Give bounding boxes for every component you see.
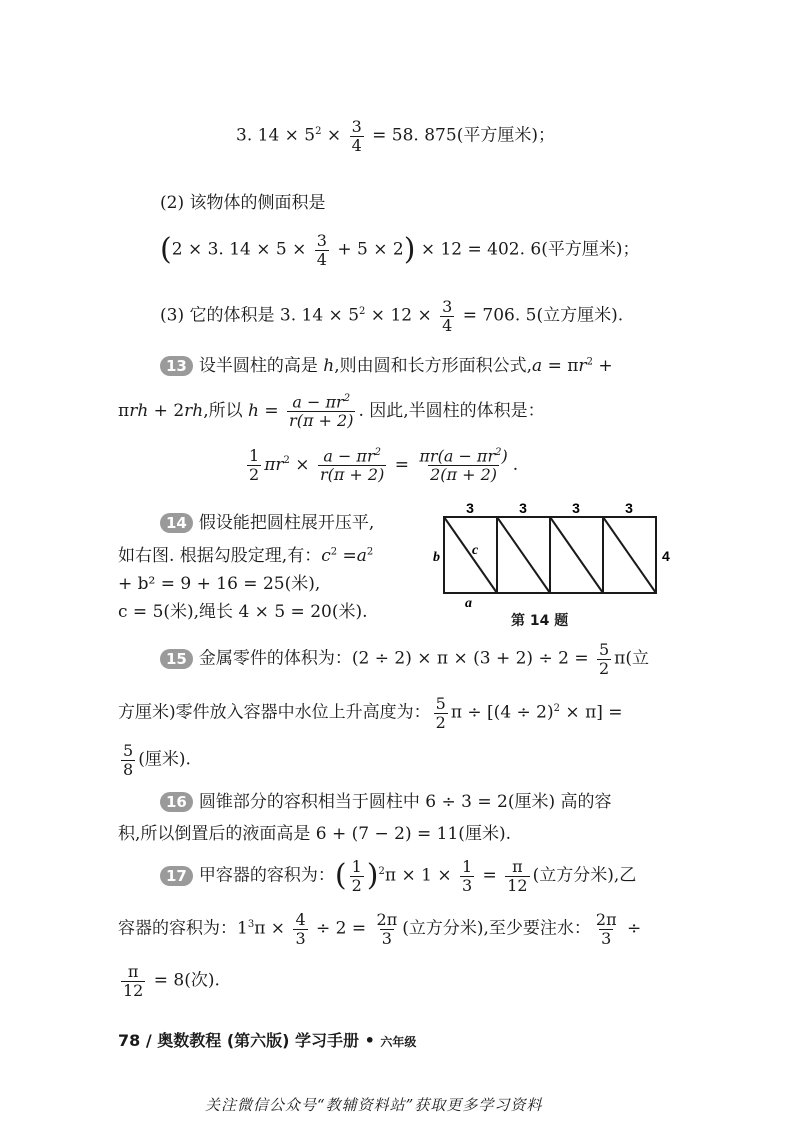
text: 3. 14 × 5: [236, 125, 316, 146]
bottom-label: a: [465, 596, 472, 611]
equation-line-4: [160, 298, 623, 334]
text: 如右图. 根据勾股定理,有：: [118, 546, 322, 566]
text: (厘米).: [138, 749, 191, 770]
fraction: [318, 447, 386, 484]
denominator: 2: [435, 712, 446, 732]
numerator: [417, 447, 509, 465]
problem-14-line-4: c = 5(米),绳长 4 × 5 = 20(米).: [118, 602, 368, 622]
fraction: [293, 911, 307, 947]
denominator: 2(π + 2): [430, 464, 498, 484]
fraction: [121, 742, 135, 778]
text: . 因此,半圆柱的体积是：: [358, 400, 545, 421]
problem-14-line-2: [118, 546, 373, 566]
problem-16-line-2: 积,所以倒置后的液面高是 6 + (7 − 2) = 11(厘米).: [118, 824, 511, 844]
book-title: 奥数教程 (第六版) 学习手册 •: [157, 1031, 375, 1050]
numerator-end: ): [501, 446, 508, 466]
denominator: 12: [507, 875, 528, 895]
denominator: 3: [381, 928, 392, 948]
numerator-text: πr(a − πr: [419, 446, 496, 466]
problem-14-line-1: [160, 513, 374, 533]
fraction: [375, 911, 400, 947]
text: + 5 × 2: [331, 239, 404, 260]
exponent: 2: [553, 702, 561, 714]
numerator: 2π: [595, 910, 617, 929]
text: × 12 ×: [365, 305, 438, 326]
text: π(立: [614, 648, 649, 669]
fraction: [315, 232, 329, 268]
exponent: 2: [330, 546, 338, 558]
numerator-text: a − πr: [292, 392, 344, 412]
problem-13-line-2: [118, 393, 545, 430]
footer-slash: /: [145, 1031, 152, 1050]
problem-number-badge: 14: [160, 513, 193, 533]
numerator: [321, 447, 383, 465]
text: = 706. 5(立方厘米).: [457, 305, 624, 326]
var: h: [323, 356, 335, 376]
watermark-text: 关注微信公众号“教辅资料站”获取更多学习资料: [205, 1096, 543, 1114]
problem-14-line-3: + b² = 9 + 16 = 25(米),: [118, 574, 321, 594]
numerator: 1: [351, 857, 362, 876]
exponent: 2: [374, 447, 381, 458]
fraction: [287, 393, 355, 430]
var: rh: [129, 400, 149, 421]
text: (立方分米),乙: [532, 865, 637, 886]
denominator: 4: [316, 249, 327, 269]
exponent: 3: [247, 918, 255, 930]
problem-17-line-3: [118, 963, 220, 999]
fraction: [594, 911, 619, 947]
exponent: 2: [378, 865, 385, 877]
exponent: 2: [586, 356, 593, 368]
numerator: [290, 393, 352, 411]
exponent: 2: [366, 546, 374, 558]
numerator: 5: [435, 694, 446, 713]
problem-16-line-1: [160, 792, 612, 812]
top-label: 3: [625, 500, 633, 516]
text: = π: [542, 356, 579, 376]
diagonal-line: [444, 517, 497, 593]
problem-17-line-1: [160, 858, 636, 894]
text: 金属零件的体积为：(2 ÷ 2) × π × (3 + 2) ÷ 2 =: [198, 648, 594, 669]
exponent: 2: [359, 305, 366, 317]
var: rh: [184, 400, 204, 421]
text: (3) 它的体积是 3. 14 × 5: [160, 305, 360, 326]
denominator: 4: [351, 135, 362, 155]
equation-13: [244, 447, 518, 484]
fraction: [247, 447, 261, 483]
text: + 2: [148, 400, 185, 421]
denominator: 2: [351, 875, 362, 895]
text: ÷ 2 =: [310, 918, 372, 939]
numerator: 3: [442, 297, 453, 316]
exponent: 2: [283, 455, 290, 467]
denominator: 3: [461, 875, 473, 895]
numerator: π: [512, 857, 523, 876]
figure-caption: 第 14 题: [511, 613, 569, 629]
text: 甲容器的容积为：: [198, 865, 335, 886]
denominator: r(π + 2): [289, 410, 354, 430]
fraction: [505, 858, 529, 894]
denominator: 12: [123, 980, 144, 1000]
numerator: 4: [295, 910, 306, 929]
exponent: 2: [495, 447, 502, 458]
page-footer: [118, 1028, 416, 1051]
numerator: 5: [123, 741, 134, 760]
page-number: 78: [118, 1031, 141, 1050]
equation-line-3: [160, 232, 640, 268]
diagonal-label: c: [472, 543, 479, 558]
text: 容器的容积为：1: [118, 918, 248, 939]
problem-number-badge: 13: [160, 356, 193, 376]
numerator: 3: [316, 231, 327, 250]
text: =: [258, 400, 285, 421]
text: +: [592, 356, 613, 376]
denominator: 2: [249, 464, 260, 484]
numerator: 1: [461, 857, 473, 876]
text: ÷: [621, 918, 642, 939]
text: 圆锥部分的容积相当于圆柱中 6 ÷ 3 = 2(厘米) 高的容: [198, 792, 612, 812]
top-label: 3: [519, 500, 527, 516]
numerator: 5: [598, 640, 610, 659]
problem-number-badge: 16: [160, 792, 193, 812]
denominator: 2: [598, 658, 610, 678]
diagonal-line: [550, 517, 603, 593]
numerator: 1: [249, 446, 260, 466]
text: 假设能把圆柱展开压平,: [198, 513, 375, 533]
text: = 8(次).: [148, 970, 220, 991]
var: a: [356, 546, 367, 566]
right-label: 4: [662, 548, 670, 564]
text: (立方分米),至少要注水：: [402, 918, 591, 939]
denominator: 4: [442, 315, 453, 335]
problem-17-line-2: [118, 911, 641, 947]
diagonal-line: [497, 517, 550, 593]
var: c: [321, 546, 331, 566]
denominator: 3: [601, 928, 612, 948]
top-label: 3: [572, 500, 580, 516]
text: π × 1 ×: [384, 865, 457, 886]
top-label: 3: [466, 500, 474, 516]
numerator: π: [127, 962, 139, 981]
paren: (: [334, 858, 347, 894]
exponent: 2: [343, 393, 351, 404]
text: =: [477, 865, 503, 886]
fraction: [440, 298, 454, 334]
text: ×: [289, 454, 315, 475]
paren: (: [160, 232, 172, 268]
equation-line-1: [236, 118, 555, 154]
paren: ): [403, 232, 416, 268]
problem-13-line-1: [160, 356, 613, 376]
text: 方厘米)零件放入容器中水位上升高度为：: [118, 702, 431, 723]
text: 设半圆柱的高是: [198, 356, 324, 376]
grade-label: 六年级: [380, 1035, 417, 1049]
text: ×: [321, 125, 347, 146]
var: a: [532, 356, 543, 376]
numerator: 2π: [376, 910, 398, 929]
fraction: [121, 963, 145, 999]
var: h: [248, 400, 259, 421]
paren: ): [366, 858, 379, 894]
text: πr: [264, 454, 284, 475]
denominator: r(π + 2): [319, 464, 385, 484]
fraction: [350, 858, 364, 894]
text: π ×: [254, 918, 291, 939]
text: = 58. 875(平方厘米)；: [366, 125, 555, 146]
text: =: [337, 546, 357, 566]
exponent: 2: [315, 125, 322, 137]
diagonal-line: [603, 517, 656, 593]
text: × π] =: [560, 702, 623, 723]
text: .: [512, 454, 519, 475]
text: π ÷ [(4 ÷ 2): [450, 702, 554, 723]
numerator: 3: [351, 117, 362, 136]
var: r: [578, 356, 587, 376]
subheading-2: (2) 该物体的侧面积是: [160, 193, 326, 213]
fraction: [417, 447, 509, 484]
denominator: 3: [295, 928, 306, 948]
problem-15-line-1: [160, 641, 649, 677]
fraction: [597, 641, 611, 677]
denominator: 8: [123, 759, 134, 779]
text: ,所以: [203, 400, 249, 421]
text: ,则由圆和长方形面积公式,: [334, 356, 533, 376]
fraction: [460, 858, 474, 894]
problem-15-line-3: [118, 742, 191, 778]
problem-number-badge: 17: [160, 866, 193, 886]
problem-15-line-2: [118, 695, 623, 731]
fraction: [350, 118, 364, 154]
numerator-text: a − πr: [323, 446, 375, 466]
left-label: b: [433, 550, 440, 565]
text: π: [118, 400, 130, 421]
text: 2 × 3. 14 × 5 ×: [171, 239, 312, 260]
text: × 12 = 402. 6(平方厘米)；: [415, 239, 640, 260]
fraction: [434, 695, 448, 731]
problem-number-badge: 15: [160, 649, 193, 669]
text: =: [389, 454, 415, 475]
